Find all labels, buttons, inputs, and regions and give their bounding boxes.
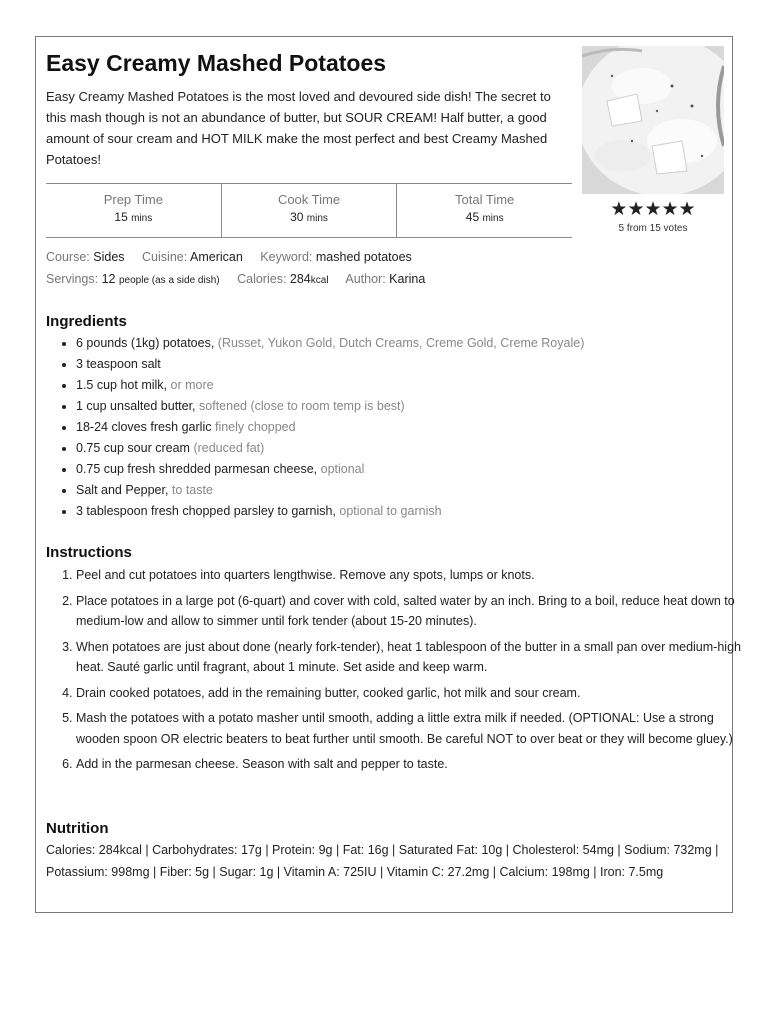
prep-time-label: Prep Time [103,192,163,207]
ingredient-text: 1.5 cup hot milk, [76,378,168,392]
recipe-summary: Easy Creamy Mashed Potatoes is the most loved and devoured side dish! The secret to this mash though is not an abundance of butter, but SOUR CREAM! Half butter, a good amount of sour cream and HOT MILK make the most perfect and best Creamy Mashed Potatoes! [46,89,551,167]
ingredients-heading: Ingredients [46,313,127,330]
ingredient-note: (Russet, Yukon Gold, Dutch Creams, Creme Gold, Creme Royale) [217,336,585,350]
nutrition-heading: Nutrition [46,820,109,837]
instruction-step: 3. When potatoes are just about done (nearly fork-tender), heat 1 tablespoon of the butter in a small pan over medium-high heat. Sauté garlic until fragrant, about 1 minute. Set aside and keep warm. [76,637,748,678]
meta-row-1 [46,250,412,264]
ingredient-item [76,501,584,522]
cook-time-value [222,210,397,224]
servings-value[interactable]: 12 [101,272,116,286]
cook-time-label: Cook Time [277,192,341,207]
course-label: Course: [46,250,90,264]
prep-time-number: 15 [114,210,128,224]
ingredient-note: (reduced fat) [193,441,265,455]
ingredient-note: optional to garnish [339,504,442,518]
total-time-unit: mins [482,213,504,224]
ingredient-note: to taste [171,483,213,497]
total-time-value [397,210,572,224]
ingredient-text: 6 pounds (1kg) potatoes, [76,336,215,350]
ingredient-text: 0.75 cup sour cream [76,441,190,455]
ingredients-list [46,333,584,522]
ingredient-text: 3 teaspoon salt [76,357,161,371]
ingredient-text: 0.75 cup fresh shredded parmesan cheese, [76,462,318,476]
cook-time-unit: mins [306,213,328,224]
rating-votes: 5 from 15 votes [618,223,688,234]
instruction-step: 4. Drain cooked potatoes, add in the remaining butter, cooked garlic, hot milk and sour cream. [76,683,748,704]
cook-time-number: 30 [290,210,304,224]
keyword-label: Keyword: [260,250,313,264]
instruction-step: 1. Peel and cut potatoes into quarters lengthwise. Remove any spots, lumps or knots. [76,565,748,586]
nutrition-facts: Calories: 284kcal | Carbohydrates: 17g | Protein: 9g | Fat: 16g | Saturated Fat: 10g | Cholesterol: 54mg | Sodium: 732mg | Potassium: 998mg | Fiber: 5g | Sugar: 1g | Vitamin A: 725IU | Vitamin C: 27.2mg | Calcium: 198mg | Iron: 7.5mg [46,843,719,879]
ingredient-note: or more [170,378,214,392]
ingredient-item [76,333,584,354]
servings-unit: people (as a side dish) [118,275,220,286]
keyword-value: mashed potatoes [315,250,412,264]
total-time [396,184,572,237]
author-label: Author: [345,272,386,286]
ingredient-note: optional [320,462,365,476]
prep-time-value [46,210,221,224]
total-time-label: Total Time [455,192,515,207]
calories-label: Calories: [237,272,287,286]
ingredient-item [76,354,584,375]
meta-row-2 [46,272,425,286]
cuisine-label: Cuisine: [142,250,188,264]
cook-time [221,184,397,237]
calories-unit: kcal [310,275,329,286]
servings-label: Servings: [46,272,99,286]
ingredient-item [76,438,584,459]
ingredient-text: Salt and Pepper, [76,483,169,497]
times-row [46,183,572,238]
prep-time [46,184,221,237]
ingredient-text: 18-24 cloves fresh garlic [76,420,212,434]
instructions-heading: Instructions [46,544,132,561]
calories-value [290,272,329,286]
instruction-step: 2. Place potatoes in a large pot (6-quart) and cover with cold, salted water by an inch. Bring to a boil, reduce heat down to medium-low and allow to simmer until fork tender (about 15-20 minutes). [76,591,748,632]
course-value[interactable]: Sides [93,250,125,264]
star-icon[interactable]: ★★★★★ [610,199,696,220]
ingredient-note: finely chopped [214,420,296,434]
mashed-potatoes-photo [582,46,724,194]
ingredient-text: 3 tablespoon fresh chopped parsley to garnish, [76,504,336,518]
instructions-list [46,565,748,780]
recipe-title: Easy Creamy Mashed Potatoes [46,50,387,76]
total-time-number: 45 [465,210,480,224]
cuisine-value[interactable]: American [190,250,243,264]
ingredient-note: softened (close to room temp is best) [199,399,405,413]
ingredient-item [76,396,584,417]
ingredient-text: 1 cup unsalted butter, [76,399,196,413]
instruction-step: 5. Mash the potatoes with a potato masher until smooth, adding a little extra milk if needed. (OPTIONAL: Use a strong wooden spoon OR electric beaters to beat further until smooth. Be careful NOT to over beat or they will become gluey.) [76,708,748,749]
ingredient-item [76,375,584,396]
ingredient-item [76,417,584,438]
calories-number: 284 [289,272,311,286]
prep-time-unit: mins [131,213,153,224]
ingredient-item [76,480,584,501]
rating-stars[interactable] [582,198,724,221]
recipe-card [35,36,741,913]
ingredient-item [76,459,584,480]
instruction-step: 6. Add in the parmesan cheese. Season with salt and pepper to taste. [76,754,748,775]
author-value: Karina [389,272,426,286]
